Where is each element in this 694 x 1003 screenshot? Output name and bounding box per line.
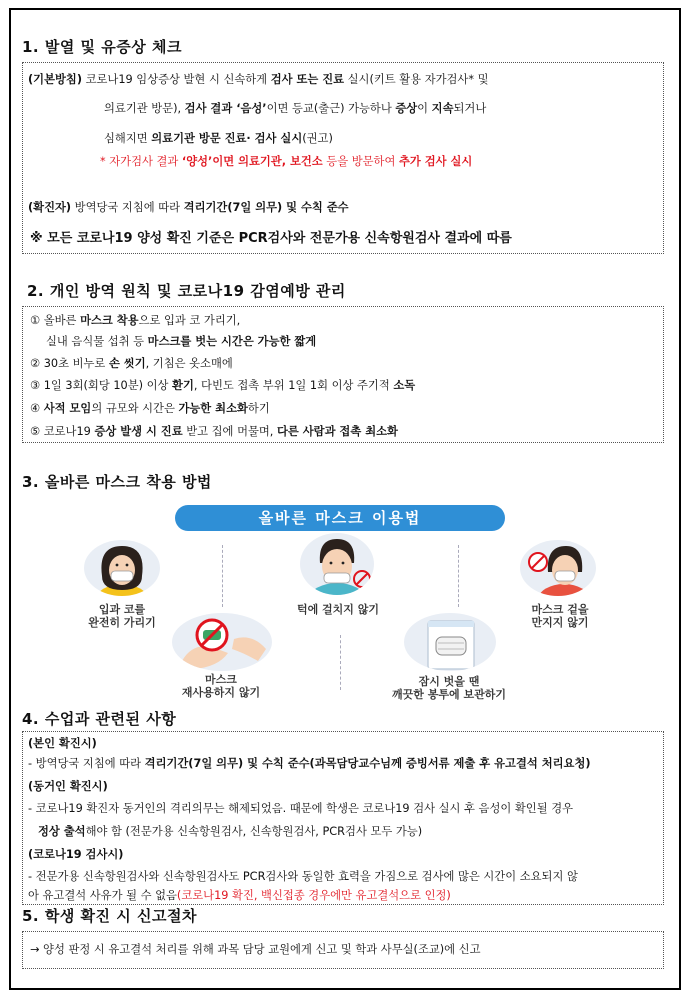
man-chin-mask-icon <box>300 533 374 595</box>
woman-touch-mask-icon <box>520 540 596 596</box>
woman-mask-icon <box>84 540 160 596</box>
caption-chin-mask <box>270 603 406 616</box>
s4-line-3: 정상 출석해야 함 (전문가용 신속항원검사, 신속항원검사, PCR검사 모두 가능) <box>38 825 423 838</box>
section-3-title: 3. 올바른 마스크 착용 방법 <box>22 473 212 491</box>
divider-1 <box>222 545 223 607</box>
caption-4-line-2: 재사용하지 않기 <box>181 686 261 699</box>
caption-1-line-2: 완전히 가리기 <box>88 616 156 629</box>
section-5-title: 5. 학생 확진 시 신고절차 <box>22 907 197 925</box>
s1-note: ※ 모든 코로나19 양성 확진 기준은 PCR검사와 전문가용 신속항원검사 결과에 따름 <box>30 231 512 246</box>
section-2-title: 2. 개인 방역 원칙 및 코로나19 감염예방 관리 <box>27 282 346 300</box>
s2-line-1: ① 올바른 마스크 착용으로 입과 코 가리기, <box>30 314 241 327</box>
mask-bag-icon <box>404 613 496 671</box>
illustration-dont-touch <box>520 540 596 596</box>
section-4-title: 4. 수업과 관련된 사항 <box>22 710 177 728</box>
s2-line-5: ④ 사적 모임의 규모와 시간은 가능한 최소화하기 <box>30 402 270 415</box>
s4-line-2: - 코로나19 확진자 동거인의 격리의무는 해제되었음. 때문에 학생은 코로나19 검사 실시 후 음성이 확인될 경우 <box>28 802 574 815</box>
s1-line-1: (기본방침) 코로나19 임상증상 발현 시 신속하게 검사 또는 진료 실시(키트 활용 자가검사* 및 <box>28 73 489 86</box>
s1-line-4-red-note: * 자가검사 결과 ‘양성’이면 의료기관, 보건소 등을 방문하여 추가 검사 실시 <box>100 155 473 168</box>
no-reuse-mask-icon <box>172 613 272 671</box>
s4-heading-housemate: (동거인 확진시) <box>28 780 108 793</box>
caption-clean-bag <box>360 675 538 701</box>
s4-line-5: 아 유고결석 사유가 될 수 없음(코로나19 확진, 백신접종 경우에만 유고결석으로 인정) <box>28 889 451 902</box>
caption-5-line-2: 깨끗한 봉투에 보관하기 <box>392 688 506 701</box>
caption-5-line-1: 잠시 벗을 땐 <box>418 675 480 688</box>
illustration-cover-mouth-nose <box>84 540 160 596</box>
illustration-clean-bag <box>404 613 496 671</box>
s2-line-4: ③ 1일 3회(회당 10분) 이상 환기, 다빈도 접촉 부위 1일 1회 이상 주기적 소독 <box>30 379 416 392</box>
caption-no-reuse <box>150 673 292 699</box>
divider-3 <box>340 635 341 690</box>
s1-line-2: 의료기관 방문), 검사 결과 ‘음성’이면 등교(출근) 가능하나 증상이 지속되거나 <box>104 102 487 115</box>
s4-line-1: - 방역당국 지침에 따라 격리기간(7일 의무) 및 수칙 준수(과목담당교수님께 증빙서류 제출 후 유고결석 처리요청) <box>28 757 591 770</box>
caption-4-line-1: 마스크 <box>205 673 237 686</box>
section-1-title: 1. 발열 및 유증상 체크 <box>22 38 182 56</box>
caption-1-line-1: 입과 코를 <box>98 603 146 616</box>
divider-2 <box>458 545 459 607</box>
s5-line-1: → 양성 판정 시 유고결석 처리를 위해 과목 담당 교원에게 신고 및 학과 사무실(조교)에 신고 <box>30 943 481 956</box>
s2-line-6: ⑤ 코로나19 증상 발생 시 진료 받고 집에 머물며, 다른 사람과 접촉 최소화 <box>30 425 398 438</box>
s4-heading-self: (본인 확진시) <box>28 737 97 750</box>
caption-3-line-1: 마스크 겉을 <box>531 603 589 616</box>
caption-cover-mouth-nose <box>60 603 184 629</box>
caption-2-text: 턱에 걸치지 않기 <box>296 603 380 616</box>
s4-line-4: - 전문가용 신속항원검사와 신속항원검사도 PCR검사와 동일한 효력을 가짐으로 검사에 많은 시간이 소요되지 않 <box>28 870 578 883</box>
s1-line-3: 심해지면 의료기관 방문 진료· 검사 실시(권고) <box>104 132 333 145</box>
caption-3-line-2: 만지지 않기 <box>531 616 589 629</box>
s4-heading-test: (코로나19 검사시) <box>28 848 124 861</box>
caption-dont-touch <box>500 603 620 629</box>
illustration-no-reuse <box>172 613 272 671</box>
mask-guide-banner: 올바른 마스크 이용법 <box>175 505 505 531</box>
s2-line-2: 실내 음식물 섭취 등 마스크를 벗는 시간은 가능한 짧게 <box>46 335 317 348</box>
illustration-chin-mask <box>300 533 374 595</box>
s2-line-3: ② 30초 비누로 손 씻기, 기침은 옷소매에 <box>30 357 233 370</box>
s1-line-5: (확진자) 방역당국 지침에 따라 격리기간(7일 의무) 및 수칙 준수 <box>28 201 349 214</box>
